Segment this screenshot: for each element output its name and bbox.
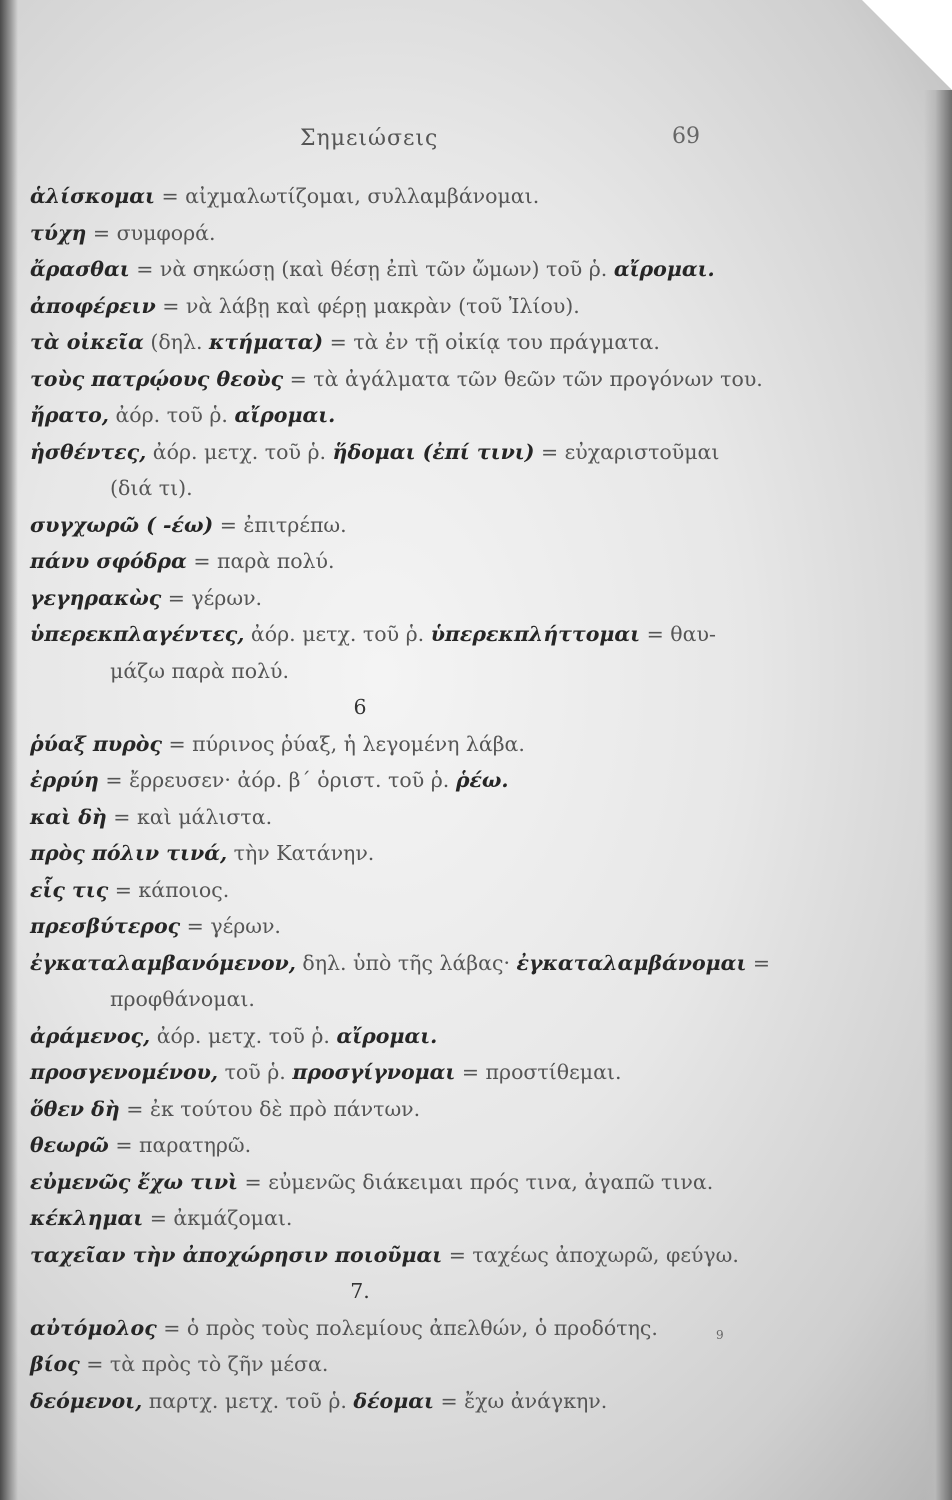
entry-term: πρεσβύτερος: [30, 914, 181, 938]
entry-term: ἐγκαταλαμβανόμενον,: [30, 950, 296, 975]
running-header: Σημειώσεις: [300, 126, 439, 151]
entry-root-word: αἴρομαι.: [336, 1023, 438, 1048]
entry-term: πάνυ σφόδρα: [30, 549, 187, 573]
entry-definition: προφθάνομαι.: [110, 987, 255, 1011]
glossary-entry: [30, 1310, 730, 1347]
entry-definition-cont: = τὰ ἐν τῇ οἰκίᾳ του πράγματα.: [323, 330, 660, 354]
entry-definition: = ταχέως ἀποχωρῶ, φεύγω.: [442, 1242, 739, 1267]
glossary-entry: [30, 1237, 739, 1274]
entry-root-word: προσγίγνομαι: [292, 1060, 456, 1084]
glossary-lines: [30, 178, 771, 1419]
entry-definition: = καὶ μάλιστα.: [106, 804, 273, 829]
entry-root-word: αἴρομαι.: [613, 257, 715, 281]
glossary-entry: [30, 1346, 730, 1383]
entry-term: ἀράμενος,: [30, 1023, 151, 1048]
entry-definition-cont: = προστίθεμαι.: [455, 1060, 622, 1084]
folded-corner: [862, 0, 952, 90]
entry-term: ἤρατο,: [30, 403, 109, 427]
entry-definition: = ἔρρευσεν· ἀόρ. β΄ ὁριστ. τοῦ ῥ.: [98, 768, 456, 792]
glossary-entry: [30, 1054, 730, 1091]
entry-term: γεγηρακὼς: [30, 585, 162, 610]
entry-definition: = ἐκ τούτου δὲ πρὸ πάντων.: [119, 1096, 421, 1121]
entry-term: θεωρῶ: [30, 1133, 109, 1157]
glossary-entry: [30, 1383, 730, 1420]
glossary-entry: [30, 1127, 730, 1164]
glossary-entry: [30, 1018, 730, 1055]
entry-definition: δηλ. ὑπὸ τῆς λάβας·: [295, 950, 517, 975]
entry-definition: = νὰ σηκώσῃ (καὶ θέσῃ ἐπὶ τῶν ὤμων) τοῦ ῥ.: [129, 257, 614, 281]
entry-definition: μάζω παρὰ πολύ.: [110, 658, 290, 683]
entry-definition: τοῦ ῥ.: [218, 1060, 293, 1084]
entry-root-word: ἥδομαι (ἐπί τινι): [332, 439, 535, 464]
entry-definition-cont: = θαυ-: [640, 622, 716, 646]
glossary-entry: [30, 799, 730, 836]
glossary-entry: [30, 251, 730, 288]
glossary-entry: [30, 981, 730, 1018]
entry-root-word: αἴρομαι.: [234, 403, 336, 427]
entry-definition: = τὰ ἀγάλματα τῶν θεῶν τῶν προγόνων του.: [283, 366, 763, 391]
glossary-entry: [30, 1164, 730, 1201]
entry-term: εὐμενῶς ἔχω τινὶ: [30, 1169, 238, 1194]
entry-term: δεόμενοι,: [30, 1388, 143, 1413]
glossary-entry: [30, 908, 730, 945]
entry-definition: ἀόρ. μετχ. τοῦ ῥ.: [146, 439, 333, 464]
entry-definition: (διά τι).: [110, 476, 193, 500]
entry-definition: = γέρων.: [180, 914, 281, 938]
glossary-entry: [30, 434, 730, 471]
entry-term: τύχη: [30, 220, 87, 245]
entry-definition-cont: = ἔχω ἀνάγκην.: [433, 1388, 608, 1413]
entry-definition: = αἰχμαλωτίζομαι, συλλαμβάνομαι.: [154, 184, 540, 208]
entry-root-word: ἐγκαταλαμβάνομαι: [516, 950, 747, 975]
entry-root-word: κτήματα): [209, 330, 324, 354]
entry-term: ῥύαξ πυρὸς: [30, 731, 162, 756]
glossary-entry: [30, 507, 730, 544]
glossary-entry: [30, 361, 763, 398]
entry-term: ἐρρύη: [30, 768, 99, 792]
entry-term: ἄρασθαι: [30, 257, 130, 281]
entry-definition: = παρὰ πολύ.: [186, 549, 335, 573]
entry-definition: = ἀκμάζομαι.: [143, 1206, 293, 1230]
entry-definition-cont: = εὐχαριστοῦμαι: [534, 439, 720, 464]
entry-definition: = κάποιος.: [108, 877, 230, 902]
margin-mark: 9: [716, 1328, 724, 1342]
entry-term: βίος: [30, 1352, 80, 1376]
entry-term: ἁλίσκομαι: [30, 184, 155, 208]
page-right-edge: [924, 90, 952, 1500]
entry-definition: = πύρινος ῥύαξ, ἡ λεγομένη λάβα.: [161, 731, 525, 756]
entry-term: ταχεῖαν τὴν ἀποχώρησιν ποιοῦμαι: [30, 1242, 443, 1267]
entry-term: εἷς τις: [30, 877, 109, 902]
glossary-entry: [30, 1091, 730, 1128]
entry-root-word: δέομαι: [353, 1388, 434, 1413]
entry-term: ἡσθέντες,: [30, 439, 147, 464]
entry-definition: = τὰ πρὸς τὸ ζῆν μέσα.: [79, 1352, 329, 1376]
glossary-entry: [30, 1200, 730, 1237]
entry-definition: = εὐμενῶς διάκειμαι πρός τινα, ἀγαπῶ τινα.: [237, 1169, 714, 1194]
glossary-entry: [30, 726, 730, 763]
glossary-entry: [30, 543, 730, 580]
entry-root-word: ὑπερεκπλήττομαι: [430, 622, 641, 646]
entry-term: αὐτόμολος: [30, 1315, 157, 1340]
entry-term: συγχωρῶ ( -έω): [30, 512, 214, 537]
entry-definition: = ὁ πρὸς τοὺς πολεμίους ἀπελθών, ὁ προδότης.: [156, 1315, 658, 1340]
entry-definition: παρτχ. μετχ. τοῦ ῥ.: [142, 1388, 354, 1413]
glossary-entry: [30, 470, 730, 507]
entry-term: ὑπερεκπλαγέντες,: [30, 622, 245, 646]
entry-definition: τὴν Κατάνην.: [227, 841, 375, 865]
entry-definition: = νὰ λάβῃ καὶ φέρῃ μακρὰν (τοῦ Ἰλίου).: [155, 293, 580, 318]
page-left-edge: [0, 0, 18, 1500]
entry-term: πρὸς πόλιν τινά,: [30, 841, 228, 865]
entry-term: καὶ δὴ: [30, 804, 107, 829]
entry-definition: = συμφορά.: [86, 220, 216, 245]
entry-definition: = γέρων.: [161, 585, 263, 610]
page-number: 69: [672, 124, 700, 149]
entry-definition: ἀόρ. τοῦ ῥ.: [108, 403, 235, 427]
entry-term: ὅθεν δὴ: [30, 1096, 120, 1121]
entry-term: τοὺς πατρῴους θεοὺς: [30, 366, 284, 391]
glossary-entry: [30, 288, 730, 325]
glossary-entry: [30, 835, 730, 872]
glossary-entry: [30, 762, 730, 799]
entry-root-word: ῥέω.: [455, 768, 509, 792]
section-number: 7.: [350, 1279, 370, 1303]
entry-definition: ἀόρ. μετχ. τοῦ ῥ.: [150, 1023, 337, 1048]
entry-definition: = ἐπιτρέπω.: [213, 512, 347, 537]
entry-definition: (δηλ.: [143, 330, 209, 354]
glossary-entry: [30, 178, 730, 215]
glossary-entry: [30, 580, 730, 617]
section-number: 6: [353, 695, 367, 719]
entry-term: ἀποφέρειν: [30, 293, 156, 318]
glossary-entry: [30, 872, 730, 909]
entry-term: τὰ οἰκεῖα: [30, 330, 144, 354]
glossary-entry: [30, 616, 730, 653]
entry-term: προσγενομένου,: [30, 1060, 219, 1084]
glossary-entry: [30, 653, 730, 690]
entry-definition-cont: =: [746, 950, 771, 975]
entry-definition: ἀόρ. μετχ. τοῦ ῥ.: [244, 622, 431, 646]
glossary-entry: [30, 324, 730, 361]
glossary-entry: [30, 945, 771, 982]
entry-definition: = παρατηρῶ.: [108, 1133, 252, 1157]
glossary-entry: [30, 215, 730, 252]
entry-term: κέκλημαι: [30, 1206, 144, 1230]
glossary-entry: [30, 397, 730, 434]
